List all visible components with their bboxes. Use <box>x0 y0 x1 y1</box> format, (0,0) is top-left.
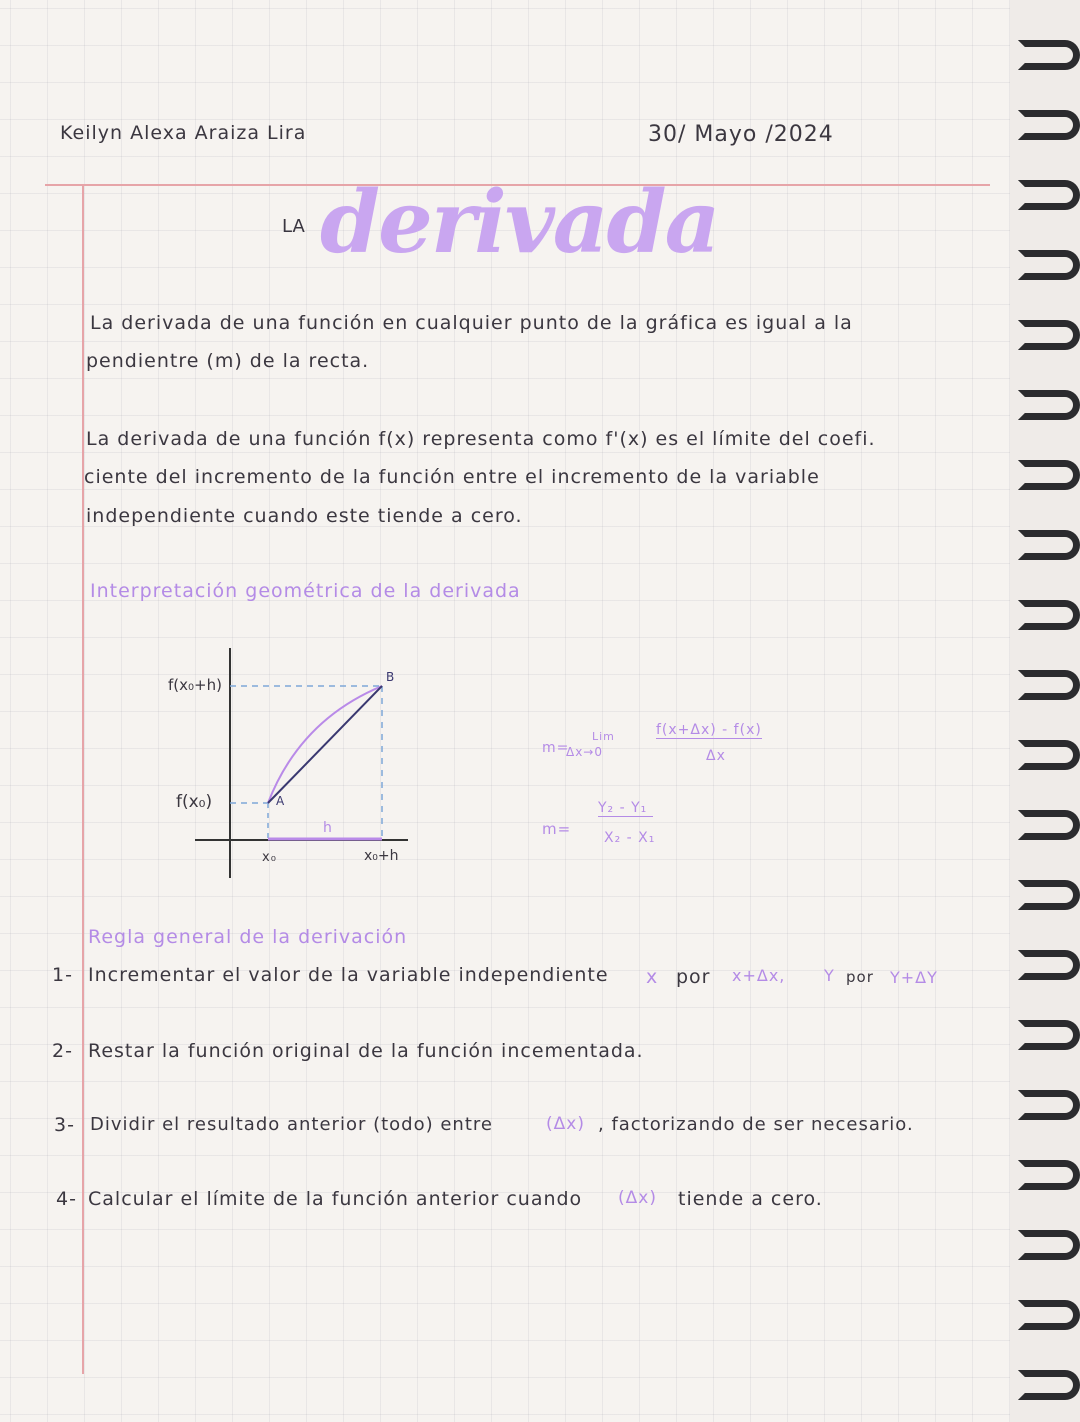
step-text: por <box>676 966 711 988</box>
spiral-ring <box>1018 600 1080 630</box>
spiral-ring <box>1018 320 1080 350</box>
page-title: derivada <box>320 172 719 273</box>
spiral-ring <box>1018 1230 1080 1260</box>
label-f-x0-plus-h: f(x₀+h) <box>168 676 222 694</box>
step-text: Incrementar el valor de la variable independiente <box>88 964 609 986</box>
step-number: 3- <box>54 1114 75 1136</box>
paragraph-1-line: La derivada de una función en cualquier punto de la gráfica es igual a la <box>90 312 853 334</box>
spiral-ring <box>1018 880 1080 910</box>
spiral-binding <box>1010 40 1080 1420</box>
step-number: 1- <box>52 964 73 986</box>
paragraph-1-line: pendientre (m) de la recta. <box>86 350 370 372</box>
spiral-ring <box>1018 1370 1080 1400</box>
step-text: por <box>846 968 874 986</box>
formula-denominator: Δx <box>706 748 726 764</box>
spiral-ring <box>1018 670 1080 700</box>
step-var: Y+ΔY <box>890 968 938 987</box>
date: 30/ Mayo /2024 <box>648 122 834 147</box>
step-number: 4- <box>56 1188 77 1210</box>
step-var: (Δx) <box>618 1188 657 1208</box>
spiral-ring <box>1018 740 1080 770</box>
section-heading-rule: Regla general de la derivación <box>88 926 408 948</box>
formula-denominator: X₂ - X₁ <box>604 830 656 846</box>
step-var: x+Δx, <box>732 966 786 985</box>
spiral-ring <box>1018 1090 1080 1120</box>
author-name: Keilyn Alexa Araiza Lira <box>60 122 307 144</box>
step-var: Y <box>824 966 835 985</box>
step-text: Restar la función original de la función incementada. <box>88 1040 644 1062</box>
step-text: , factorizando de ser necesario. <box>598 1114 914 1135</box>
formula-prefix: m= <box>542 740 570 756</box>
paragraph-2-line: ciente del incremento de la función entre el incremento de la variable <box>84 466 820 488</box>
step-var: x <box>646 966 659 988</box>
spiral-ring <box>1018 390 1080 420</box>
spiral-ring <box>1018 460 1080 490</box>
formula-numerator: Y₂ - Y₁ <box>598 800 653 817</box>
lim-label: Lim <box>592 730 615 743</box>
point-a: A <box>276 794 286 808</box>
formula-prefix: m= <box>542 820 572 838</box>
spiral-ring <box>1018 180 1080 210</box>
formula-numerator: f(x+Δx) - f(x) <box>656 722 762 738</box>
label-x0: x₀ <box>262 850 277 865</box>
spiral-ring <box>1018 1300 1080 1330</box>
spiral-ring <box>1018 40 1080 70</box>
step-var: (Δx) <box>546 1114 585 1134</box>
spiral-ring <box>1018 110 1080 140</box>
step-text: Calcular el límite de la función anterior cuando <box>88 1188 583 1210</box>
label-f-x0: f(x₀) <box>176 792 213 812</box>
point-b: B <box>386 670 396 684</box>
spiral-ring <box>1018 1020 1080 1050</box>
paragraph-2-line: independiente cuando este tiende a cero. <box>86 505 523 527</box>
step-text: tiende a cero. <box>678 1188 823 1210</box>
spiral-ring <box>1018 810 1080 840</box>
secant-line <box>268 686 382 803</box>
step-number: 2- <box>52 1040 73 1062</box>
spiral-ring <box>1018 950 1080 980</box>
label-h: h <box>323 820 333 836</box>
section-heading-geometric: Interpretación geométrica de la derivada <box>90 580 521 602</box>
spiral-ring <box>1018 530 1080 560</box>
spiral-ring <box>1018 250 1080 280</box>
title-prefix: LA <box>282 216 305 237</box>
label-x0-plus-h: x₀+h <box>364 848 399 864</box>
lim-subscript: Δx→0 <box>566 745 603 759</box>
spiral-ring <box>1018 1160 1080 1190</box>
paragraph-2-line: La derivada de una función f(x) representa como f'(x) es el límite del coefi. <box>86 428 876 450</box>
step-text: Dividir el resultado anterior (todo) entre <box>90 1114 493 1135</box>
